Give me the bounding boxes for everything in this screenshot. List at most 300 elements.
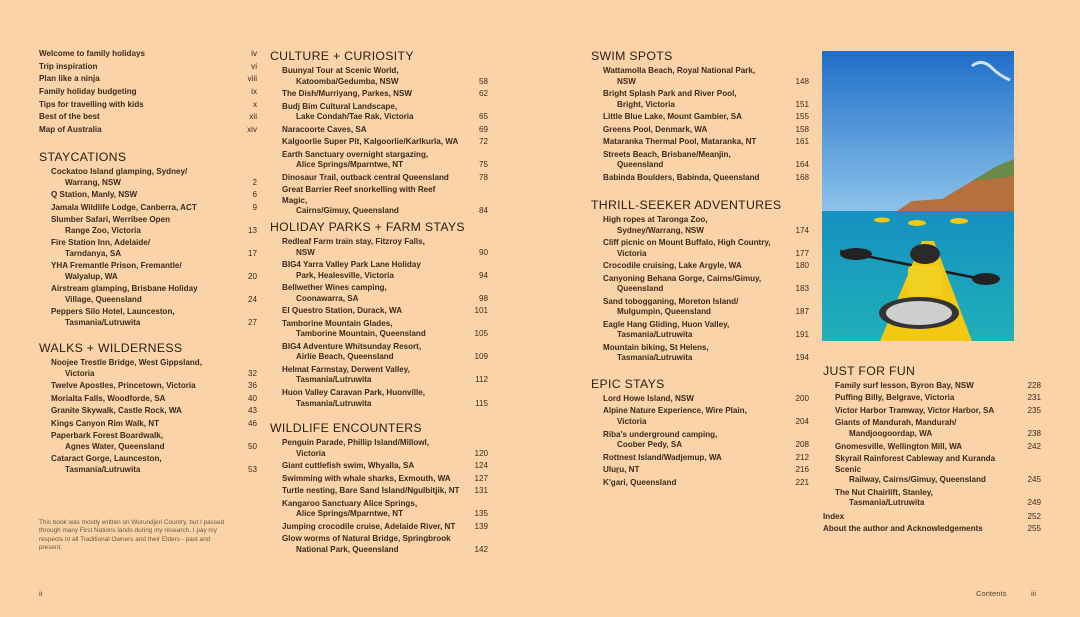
toc-entry-line2: Tamborine Mountain, Queensland	[296, 329, 426, 339]
toc-entry-title: Best of the best	[39, 112, 100, 122]
toc-entry-page: iv	[251, 49, 257, 58]
toc-entry[interactable]	[282, 260, 488, 281]
toc-entry-line1: Jamala Wildlife Lodge, Canberra, ACT	[51, 202, 197, 212]
toc-entry-page: 252	[1027, 512, 1041, 521]
toc-entry-title	[603, 215, 809, 236]
toc-entry-line1: El Questro Station, Durack, WA	[282, 306, 403, 316]
toc-entry-title	[603, 125, 809, 136]
toc-entry-line1: Bellwether Wines camping,	[282, 283, 387, 293]
toc-entry[interactable]	[603, 89, 809, 110]
toc-entry-line1: Granite Skywalk, Castle Rock, WA	[51, 406, 182, 416]
toc-entry[interactable]	[282, 474, 488, 485]
toc-entry-page: x	[252, 99, 257, 109]
toc-entry-line1: Noojee Trestle Bridge, West Gippsland,	[51, 358, 202, 367]
toc-entry-line1: Canyoning Behana Gorge, Cairns/Gimuy,	[603, 273, 762, 283]
toc-entry-page: 249	[1027, 498, 1041, 508]
toc-entry-line1: Helmat Farmstay, Derwent Valley,	[282, 364, 410, 374]
toc-entry-page: 135	[474, 509, 488, 519]
toc-entry[interactable]	[51, 307, 257, 328]
toc-entry[interactable]	[51, 190, 257, 201]
toc-entry-page: 13	[247, 225, 257, 235]
section-heading: JUST FOR FUN	[823, 364, 916, 378]
toc-entry-line1: Kings Canyon Rim Walk, NT	[51, 418, 160, 428]
toc-entry-page: 40	[247, 393, 257, 403]
toc-entry[interactable]	[603, 238, 809, 259]
toc-entry-line2: Tasmania/Lutruwita	[849, 498, 925, 508]
toc-entry-page: 183	[795, 284, 809, 294]
toc-entry-title	[603, 150, 809, 171]
toc-entry-line1: Airstream glamping, Brisbane Holiday	[51, 284, 198, 294]
toc-entry-line2: Tasmania/Lutruwita	[296, 375, 372, 385]
toc-entry-page: 151	[795, 99, 809, 109]
toc-entry[interactable]	[603, 430, 809, 451]
toc-entry[interactable]	[282, 102, 488, 123]
toc-entry-page: 204	[795, 417, 809, 427]
toc-entry-line2: Tasmania/Lutruwita	[617, 353, 693, 363]
toc-entry[interactable]	[51, 261, 257, 282]
toc-entry-title	[603, 238, 809, 259]
toc-entry-line1: Peppers Silo Hotel, Launceston,	[51, 307, 175, 317]
toc-entry-line1: Budj Bim Cultural Landscape,	[282, 101, 398, 111]
toc-entry-line1: Gnomesville, Wellington Mill, WA	[835, 441, 963, 451]
toc-entry-title	[603, 274, 809, 295]
toc-entry-title	[51, 307, 257, 328]
toc-entry-title	[603, 137, 809, 148]
toc-entry-line1: Babinda Boulders, Babinda, Queensland	[603, 172, 760, 182]
toc-entry[interactable]	[835, 454, 1041, 486]
toc-entry-title	[282, 438, 488, 459]
toc-entry-page: 24	[247, 294, 257, 304]
toc-entry-page: 194	[795, 353, 809, 363]
toc-entry-line2: National Park, Queensland	[296, 544, 399, 554]
toc-entry[interactable]	[282, 534, 488, 555]
toc-entry[interactable]	[603, 125, 809, 136]
toc-entry[interactable]	[835, 393, 1041, 404]
toc-entry-line1: Buunyal Tour at Scenic World,	[282, 66, 399, 75]
toc-entry-line2: Victoria	[617, 417, 647, 427]
toc-entry-title	[603, 320, 809, 341]
toc-entry-title	[603, 297, 809, 318]
page-folio-left: ii	[39, 589, 43, 598]
toc-entry[interactable]	[282, 237, 488, 258]
toc-entry[interactable]	[51, 394, 257, 405]
toc-entry-line1: Lord Howe Island, NSW	[603, 394, 694, 403]
toc-entry-line1: Cataract Gorge, Launceston,	[51, 454, 162, 464]
toc-entry-line2: Mulgumpin, Queensland	[617, 307, 711, 317]
section-culture-curiosity	[270, 49, 488, 219]
toc-entry-line1: BIG4 Adventure Whitsunday Resort,	[282, 341, 422, 351]
toc-entry-line2: Warrang, NSW	[65, 177, 121, 187]
toc-entry-page: 36	[247, 381, 257, 391]
toc-entry-title	[51, 431, 257, 452]
section-heading: EPIC STAYS	[591, 377, 665, 391]
toc-entry-title	[51, 419, 257, 430]
toc-entry-page: 98	[478, 293, 488, 303]
toc-entry-line2: Railway, Cairns/Gimuy, Queensland	[849, 475, 986, 485]
toc-entry-line1: Glow worms of Natural Bridge, Springbrook	[282, 534, 451, 544]
toc-entry-title	[282, 306, 488, 317]
toc-entry-line1: Mountain biking, St Helens,	[603, 342, 709, 352]
toc-entry-line2: Queensland	[617, 284, 664, 294]
toc-entry[interactable]	[603, 465, 809, 476]
toc-entry[interactable]	[282, 137, 488, 148]
toc-entry-line2: Tasmania/Lutruwita	[65, 464, 141, 474]
toc-entry-page: 180	[795, 261, 809, 271]
toc-entry[interactable]	[39, 125, 257, 136]
toc-entry-title	[282, 365, 488, 386]
toc-entry[interactable]	[51, 167, 257, 188]
toc-entry-title	[835, 488, 1041, 509]
toc-entry[interactable]	[282, 185, 488, 217]
toc-entry-page: 242	[1027, 441, 1041, 451]
toc-entry[interactable]	[282, 486, 488, 497]
toc-entry-page: 187	[795, 307, 809, 317]
toc-entry-page: 20	[247, 271, 257, 281]
toc-entry[interactable]	[39, 112, 257, 123]
acknowledgement-of-country: This book was mostly written on Wurundjeri Country, but I passed through many First Nations lands during my research. I pay my respects to all Traditional Owners and their Elders - past and present.	[39, 519, 225, 551]
toc-entry-line1: Little Blue Lake, Mount Gambier, SA	[603, 112, 742, 122]
toc-entry-line1: Family surf lesson, Byron Bay, NSW	[835, 381, 974, 390]
toc-entry-title	[282, 125, 488, 136]
toc-entry-title	[282, 534, 488, 555]
toc-entry-line1: Crocodile cruising, Lake Argyle, WA	[603, 261, 742, 271]
toc-entry-title	[282, 173, 488, 184]
toc-entry[interactable]	[603, 215, 809, 236]
toc-entry-line2: NSW	[617, 76, 636, 86]
toc-entry[interactable]	[603, 343, 809, 364]
section-heading: WILDLIFE ENCOUNTERS	[270, 421, 422, 435]
section-swim-spots	[591, 49, 809, 185]
toc-entry-page: 72	[478, 137, 488, 147]
toc-entry-line2: Victoria	[296, 448, 326, 458]
toc-entry[interactable]	[823, 512, 1041, 523]
toc-entry-line1: High ropes at Taronga Zoo,	[603, 215, 708, 224]
toc-entry-page: 131	[474, 486, 488, 496]
toc-entry-title	[603, 430, 809, 451]
toc-entry-page: 124	[474, 461, 488, 471]
toc-entry-page: 6	[252, 190, 257, 200]
toc-entry[interactable]	[51, 419, 257, 430]
toc-entry-title	[282, 237, 488, 258]
toc-entry[interactable]	[603, 320, 809, 341]
toc-entry-line1: Twelve Apostles, Princetown, Victoria	[51, 381, 196, 391]
toc-entry[interactable]	[39, 87, 257, 98]
toc-entry-line1: Riba's underground camping,	[603, 429, 718, 439]
toc-entry-line1: Swimming with whale sharks, Exmouth, WA	[282, 473, 451, 483]
toc-entry[interactable]	[603, 394, 809, 405]
toc-entry-page: xiv	[247, 125, 257, 135]
toc-entry-page: 164	[795, 160, 809, 170]
toc-entry-title	[51, 358, 257, 379]
toc-entry-title	[282, 89, 488, 100]
toc-entry-title	[835, 454, 1041, 486]
toc-entry-title	[51, 203, 257, 214]
toc-entry-page: 139	[474, 521, 488, 531]
toc-entry-title: Index	[823, 512, 845, 521]
toc-entry-line1: Jumping crocodile cruise, Adelaide River, NT	[282, 521, 456, 531]
toc-entry-line1: Penguin Parade, Phillip Island/Millowl,	[282, 438, 430, 447]
toc-entry-page: 245	[1027, 475, 1041, 485]
toc-entry[interactable]	[603, 261, 809, 272]
toc-entry-title	[603, 66, 809, 87]
toc-entry[interactable]	[51, 284, 257, 305]
toc-entry-line1: Slumber Safari, Werribee Open	[51, 215, 171, 225]
toc-entry[interactable]	[282, 365, 488, 386]
back-matter-list	[823, 512, 1041, 537]
toc-entry[interactable]	[282, 150, 488, 171]
toc-entry-title	[51, 167, 257, 188]
toc-entry[interactable]	[51, 406, 257, 417]
toc-entry-line1: Tamborine Mountain Glades,	[282, 318, 393, 328]
toc-entry-line1: Victor Harbor Tramway, Victor Harbor, SA	[835, 405, 995, 415]
toc-entry-title	[835, 406, 1041, 417]
toc-entry-page: 221	[795, 477, 809, 487]
toc-entry-line2: Walyalup, WA	[65, 271, 118, 281]
toc-entry[interactable]	[282, 522, 488, 533]
toc-entry[interactable]	[603, 112, 809, 123]
toc-entry-page: 75	[478, 160, 488, 170]
toc-entry[interactable]	[39, 62, 257, 73]
toc-entry-page: 235	[1027, 405, 1041, 415]
toc-entry-line1: YHA Fremantle Prison, Fremantle/	[51, 261, 182, 271]
toc-entry-page: 78	[478, 172, 488, 182]
toc-entry[interactable]	[282, 306, 488, 317]
toc-entry-title	[282, 137, 488, 148]
toc-entry-line2: Bright, Victoria	[617, 99, 675, 109]
toc-entry-page: 228	[1027, 381, 1041, 390]
toc-entry-page: 90	[478, 247, 488, 257]
toc-entry[interactable]	[51, 454, 257, 475]
toc-entry[interactable]	[603, 66, 809, 87]
toc-entry-page: 17	[247, 248, 257, 258]
toc-entry-title	[603, 478, 809, 489]
toc-entry-page: 43	[247, 406, 257, 416]
toc-entry-page: 212	[795, 452, 809, 462]
toc-entry-title	[282, 461, 488, 472]
toc-entry-page: 2	[252, 177, 257, 187]
toc-entry-page: 94	[478, 270, 488, 280]
toc-entry-title	[603, 173, 809, 184]
toc-entry-line2: Tasmania/Lutruwita	[296, 398, 372, 408]
toc-entry-line1: Kalgoorlie Super Pit, Kalgoorlie/Karlkurla, WA	[282, 137, 459, 147]
toc-entry-line1: Turtle nesting, Bare Sand Island/Ngulbitjik, NT	[282, 486, 460, 496]
section-heading: THRILL-SEEKER ADVENTURES	[591, 198, 782, 212]
toc-entry[interactable]	[51, 215, 257, 236]
section-heading: SWIM SPOTS	[591, 49, 673, 63]
toc-entry-title: Tips for travelling with kids	[39, 99, 144, 109]
toc-entry[interactable]	[603, 297, 809, 318]
section-heading: WALKS + WILDERNESS	[39, 341, 183, 355]
toc-entry[interactable]	[835, 381, 1041, 392]
toc-entry[interactable]	[835, 442, 1041, 453]
toc-entry-title	[51, 394, 257, 405]
section-heading: CULTURE + CURIOSITY	[270, 49, 414, 63]
toc-entry-line1: Redleaf Farm train stay, Fitzroy Falls,	[282, 237, 425, 246]
toc-entry-title	[835, 381, 1041, 392]
toc-entry-line1: Streets Beach, Brisbane/Meanjin,	[603, 149, 731, 159]
toc-entry-title	[51, 215, 257, 236]
toc-entry-title	[603, 89, 809, 110]
toc-entry-line1: The Dish/Murriyang, Parkes, NSW	[282, 89, 412, 99]
toc-entry-line1: Wattamolla Beach, Royal National Park,	[603, 66, 756, 75]
toc-entry-page: 115	[475, 398, 488, 408]
toc-entry-page: 158	[795, 124, 809, 134]
toc-entry-page: 208	[795, 440, 809, 450]
toc-entry-page: 231	[1027, 393, 1041, 403]
toc-entry-page: viii	[247, 74, 257, 84]
toc-entry-line1: Giant cuttlefish swim, Whyalla, SA	[282, 461, 415, 471]
toc-entry-page: 62	[478, 89, 488, 99]
toc-entry-title	[835, 442, 1041, 453]
toc-entry-page: 105	[474, 329, 488, 339]
toc-entry[interactable]	[835, 406, 1041, 417]
toc-entry-page: 32	[247, 368, 257, 378]
toc-entry-page: xii	[249, 112, 257, 122]
toc-entry[interactable]	[835, 488, 1041, 509]
toc-entry-title	[603, 394, 809, 405]
toc-entry[interactable]	[282, 66, 488, 87]
toc-entry-page: 69	[478, 124, 488, 134]
toc-entry[interactable]	[282, 319, 488, 340]
toc-entry-line2: Victoria	[65, 368, 95, 378]
toc-entry-page: 109	[474, 352, 488, 362]
toc-entry-line2: Airlie Beach, Queensland	[296, 352, 394, 362]
section-walks-wilderness	[39, 341, 257, 477]
toc-entry-line1: Fire Station Inn, Adelaide/	[51, 238, 151, 248]
toc-entry-title	[282, 283, 488, 304]
toc-entry-line1: Sand tobogganing, Moreton Island/	[603, 296, 739, 306]
page-folio-right: iii	[1031, 589, 1037, 598]
toc-entry-line1: Bright Splash Park and River Pool,	[603, 89, 737, 99]
toc-entry-page: 142	[474, 544, 488, 554]
toc-entry-line2: Tarndanya, SA	[65, 248, 122, 258]
toc-entry[interactable]	[603, 137, 809, 148]
toc-entry-page: 112	[475, 375, 488, 385]
toc-entry-title	[51, 381, 257, 392]
toc-entry-line1: Puffing Billy, Belgrave, Victoria	[835, 393, 955, 403]
toc-entry-line1: Eagle Hang Gliding, Huon Valley,	[603, 319, 730, 329]
toc-entry[interactable]	[603, 173, 809, 184]
toc-entry[interactable]	[603, 274, 809, 295]
toc-entry-line2: Coober Pedy, SA	[617, 440, 683, 450]
toc-entry-line2: Sydney/Warrang, NSW	[617, 225, 704, 235]
toc-entry-page: 200	[795, 394, 809, 403]
toc-entry-line1: Kangaroo Sanctuary Alice Springs,	[282, 498, 418, 508]
toc-entry[interactable]	[51, 381, 257, 392]
toc-entry-title: Plan like a ninja	[39, 74, 100, 84]
toc-entry-line2: Agnes Water, Queensland	[65, 441, 165, 451]
section-heading: HOLIDAY PARKS + FARM STAYS	[270, 220, 465, 234]
toc-entry-title	[603, 406, 809, 427]
toc-entry[interactable]	[282, 173, 488, 184]
toc-entry-line2: Tasmania/Lutruwita	[617, 330, 693, 340]
toc-entry-page: 27	[247, 317, 257, 327]
toc-entry[interactable]	[39, 100, 257, 111]
toc-entry[interactable]	[603, 478, 809, 489]
toc-entry-line1: Q Station, Manly, NSW	[51, 190, 138, 200]
section-holiday-parks-farm-stays	[270, 220, 488, 411]
toc-entry[interactable]	[603, 453, 809, 464]
toc-entry-title	[51, 190, 257, 201]
toc-entry-line1: Paperbark Forest Boardwalk,	[51, 431, 164, 441]
toc-entry[interactable]	[282, 461, 488, 472]
toc-entry-page: 120	[474, 448, 488, 458]
toc-entry[interactable]	[51, 203, 257, 214]
section-epic-stays	[591, 377, 809, 490]
kayak-photo	[822, 51, 1014, 341]
toc-entry[interactable]	[39, 74, 257, 85]
toc-entry-title	[603, 453, 809, 464]
toc-entry-page: 174	[795, 225, 809, 235]
toc-entry-title	[282, 260, 488, 281]
toc-entry-title	[603, 112, 809, 123]
toc-entry-page: 177	[795, 248, 809, 258]
toc-entry-line1: The Nut Chairlift, Stanley,	[835, 487, 933, 497]
toc-entry-line2: Queensland	[617, 160, 664, 170]
toc-entry-line1: Skyrail Rainforest Cableway and Kuranda Scenic	[835, 454, 996, 474]
toc-entry-title	[51, 284, 257, 305]
toc-entry-page: 238	[1027, 429, 1041, 439]
toc-entry-page: 84	[478, 206, 488, 216]
toc-entry-page: 127	[474, 473, 488, 483]
toc-entry[interactable]	[282, 388, 488, 409]
toc-entry-page: 46	[247, 418, 257, 428]
toc-entry[interactable]	[835, 418, 1041, 439]
toc-entry[interactable]	[603, 406, 809, 427]
toc-entry-title	[282, 486, 488, 497]
toc-entry[interactable]	[282, 438, 488, 459]
toc-entry-line2: Alice Springs/Mparntwe, NT	[296, 160, 404, 170]
toc-entry[interactable]	[823, 524, 1041, 535]
toc-entry-title	[282, 388, 488, 409]
toc-entry-line2: Village, Queensland	[65, 294, 142, 304]
toc-entry-line1: Morialta Falls, Woodforde, SA	[51, 393, 166, 403]
toc-entry[interactable]	[51, 358, 257, 379]
toc-entry[interactable]	[282, 125, 488, 136]
toc-entry-page: 58	[478, 76, 488, 86]
toc-entry[interactable]	[282, 342, 488, 363]
toc-entry[interactable]	[282, 89, 488, 100]
toc-entry-title	[603, 343, 809, 364]
toc-entry-page: 255	[1027, 524, 1041, 534]
toc-entry-title	[282, 185, 488, 217]
toc-entry-page: 155	[795, 112, 809, 122]
toc-entry-page: 161	[795, 137, 809, 147]
toc-entry[interactable]	[51, 238, 257, 259]
toc-entry-line1: Alpine Nature Experience, Wire Plain,	[603, 406, 747, 416]
toc-entry-page: 101	[474, 306, 488, 316]
section-just-for-fun	[823, 364, 1041, 511]
toc-entry-page: 65	[478, 112, 488, 122]
toc-entry[interactable]	[282, 283, 488, 304]
toc-entry-line2: Mandjoogoordap, WA	[849, 429, 933, 439]
toc-entry-title	[282, 499, 488, 520]
section-wildlife-encounters	[270, 421, 488, 557]
toc-entry-title	[51, 238, 257, 259]
toc-entry[interactable]	[282, 499, 488, 520]
toc-entry-title	[282, 66, 488, 87]
toc-entry-line2: Tasmania/Lutruwita	[65, 317, 141, 327]
toc-entry-page: 148	[795, 76, 809, 86]
toc-entry[interactable]	[603, 150, 809, 171]
toc-entry-title	[282, 342, 488, 363]
toc-entry[interactable]	[39, 49, 257, 60]
toc-entry-line1: Uluṟu, NT	[603, 465, 640, 475]
toc-entry-page: 50	[247, 441, 257, 451]
toc-entry-page: 53	[247, 464, 257, 474]
toc-entry-title	[51, 261, 257, 282]
toc-entry[interactable]	[51, 431, 257, 452]
